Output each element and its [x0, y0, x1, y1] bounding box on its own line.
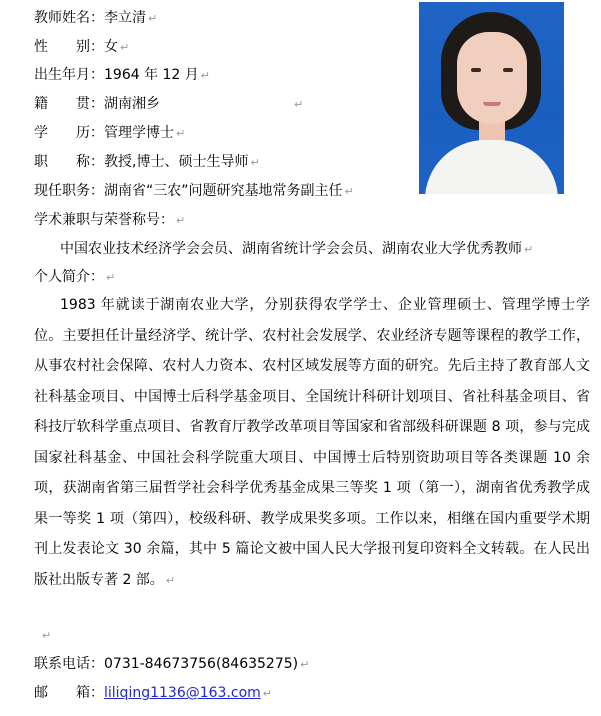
- title-value: 教授,博士、硕士生导师: [104, 154, 249, 170]
- birth-label: 出生年月：: [34, 67, 104, 83]
- honors-text: 中国农业技术经济学会会员、湖南省统计学会会员、湖南农业大学优秀教师: [60, 241, 522, 257]
- paragraph-mark-icon: ↵: [262, 687, 273, 700]
- education-label: 学 历：: [34, 125, 104, 141]
- name-label: 教师姓名：: [34, 10, 104, 26]
- portrait-mouth: [483, 102, 501, 106]
- paragraph-mark-icon: ↵: [120, 41, 130, 54]
- gender-label: 性 别：: [34, 39, 104, 55]
- email-label: 邮 箱：: [34, 685, 104, 701]
- paragraph-mark-icon: ↵: [250, 156, 260, 169]
- title-row: [34, 153, 260, 172]
- paragraph-mark-icon: ↵: [165, 573, 176, 587]
- portrait-eye-right: [503, 68, 513, 72]
- gender-value: 女: [104, 39, 118, 55]
- portrait-eye-left: [471, 68, 481, 72]
- email-row: [34, 684, 272, 703]
- paragraph-mark-icon: ↵: [42, 629, 52, 642]
- paragraph-mark-icon: ↵: [524, 243, 534, 256]
- origin-label: 籍 贯：: [34, 96, 104, 112]
- paragraph-mark-icon: ↵: [300, 658, 310, 671]
- paragraph-mark-icon: ↵: [200, 69, 211, 82]
- honors-text-row: [60, 240, 533, 259]
- name-value: 李立清: [104, 10, 146, 26]
- honors-label: 学术兼职与荣誉称号：: [34, 212, 174, 228]
- paragraph-mark-icon: ↵: [148, 12, 158, 25]
- portrait-shirt: [425, 140, 558, 194]
- portrait-photo: [419, 2, 564, 194]
- title-label: 职 称：: [34, 154, 104, 170]
- paragraph-mark-icon: ↵: [176, 214, 186, 227]
- empty-paragraph: [40, 626, 51, 645]
- honors-heading: [34, 211, 185, 230]
- name-row: [34, 9, 157, 28]
- phone-value: 0731-84673756(84635275): [104, 656, 299, 672]
- intro-text: 1983 年就读于湖南农业大学，分别获得农学学士、企业管理硕士、管理学博士学位。主要担任计量经济学、统计学、农村社会发展学、农业经济专题等课程的教学工作，从事农村社会保障、农村人力资本、农村区域发展等方面的研究。先后主持了教育部人文社科基金项目、中国博士后科学基金项目、全国统计科研计划项目、省社科基金项目、省科技厅软科学重点项目、省教育厅教学改革项目等国家和省部级科研课题 8 项，参与完成国家社科基金、中国社会科学院重大项目、中国博士后特别资助项目等各类课题 10 余项，获湖南省第三届哲学社会科学优秀基金成果三等奖 1 项（第一），湖南省优秀教学成果一等奖 1 项（第四），校级科研、教学成果奖多项。工作以来，相继在国内重要学术期刊上发表论文 30 余篇，其中 5 篇论文被中国人民大学报刊复印资料全文转载。在人民出版社出版专著 2 部。: [34, 297, 590, 588]
- intro-label: 个人简介：: [34, 269, 104, 285]
- paragraph-mark-icon: ↵: [344, 185, 354, 198]
- birth-value: 1964 年 12 月: [104, 67, 199, 83]
- paragraph-mark-icon: ↵: [106, 271, 116, 284]
- portrait-face: [457, 32, 527, 124]
- intro-paragraph: [34, 290, 590, 596]
- phone-label: 联系电话：: [34, 656, 104, 672]
- origin-value: 湖南湘乡: [104, 96, 160, 112]
- education-value: 管理学博士: [104, 125, 174, 141]
- intro-heading: [34, 268, 115, 287]
- position-row: [34, 182, 354, 201]
- paragraph-mark-icon: ↵: [176, 127, 186, 140]
- gender-row: [34, 38, 129, 57]
- email-link[interactable]: liliqing1136@163.com: [104, 685, 261, 701]
- paragraph-mark-icon: ↵: [294, 98, 304, 111]
- position-label: 现任职务：: [34, 183, 104, 199]
- position-value: 湖南省“三农”问题研究基地常务副主任: [104, 183, 343, 199]
- origin-row: [34, 95, 303, 114]
- birth-row: [34, 66, 210, 85]
- phone-row: [34, 655, 309, 674]
- education-row: [34, 124, 185, 143]
